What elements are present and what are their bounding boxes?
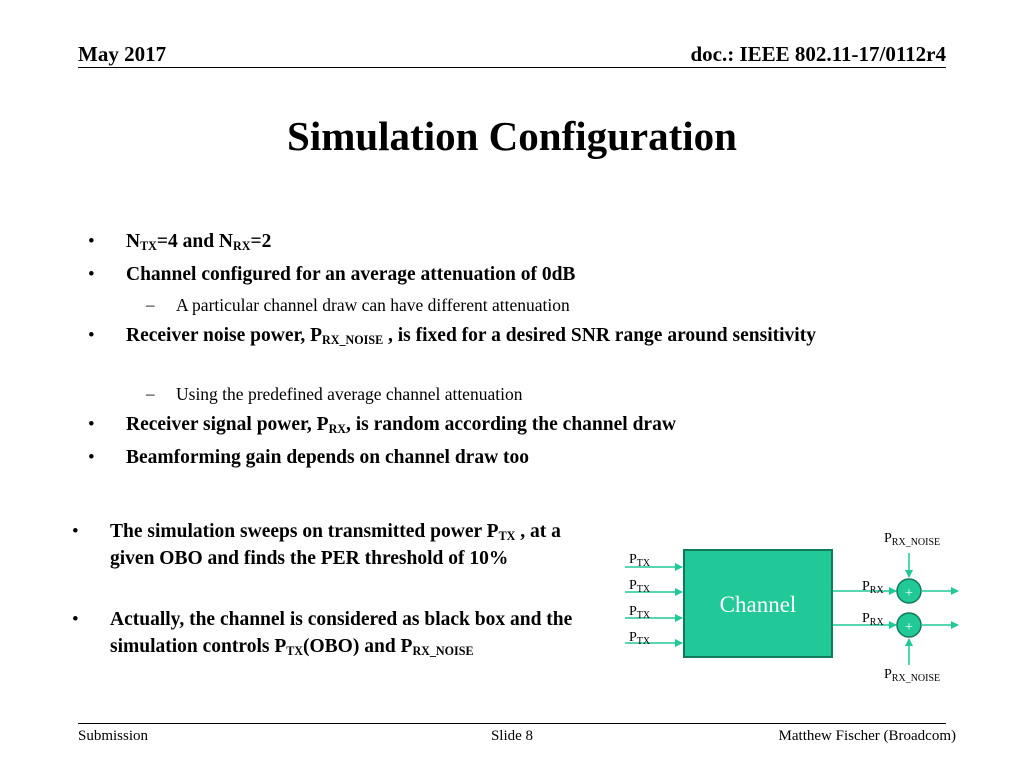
sub-bullet-predefined-attenuation: Using the predefined average channel attenuation xyxy=(176,384,523,404)
ptx-label-3: $P_{TX}$ xyxy=(629,604,651,621)
header-doc-id: doc.: IEEE 802.11-17/0112r4 xyxy=(690,42,946,66)
prx-noise-label-top: $P_{RX\_NOISE}$ xyxy=(884,531,941,548)
sub-bullet-channel-draw: A particular channel draw can have different attenuation xyxy=(176,295,570,315)
prx-label-2: $P_{RX}$ xyxy=(862,611,884,628)
adder-2-plus: + xyxy=(905,620,913,635)
bullet-channel-attenuation: Channel configured for an average attenuation of 0dB xyxy=(126,264,576,285)
ptx-label-4: $P_{TX}$ xyxy=(629,630,651,647)
bullet-marker: • xyxy=(88,264,95,285)
footer-author: Matthew Fischer (Broadcom) xyxy=(778,728,956,744)
ptx-label-1: $P_{TX}$ xyxy=(629,552,651,569)
bullet-marker: • xyxy=(72,609,79,630)
bullet-antennas: $N_{TX}=4$ and $N_{RX}=2$ xyxy=(126,231,272,254)
bullet-marker: • xyxy=(72,521,79,542)
bullet-black-box: Actually, the channel is considered as black box and the simulation controls $P_{TX}(OBO)$ and $P_{RX\_NOISE}$ xyxy=(110,609,573,659)
footer-rule xyxy=(78,723,946,724)
footer-submission: Submission xyxy=(78,728,149,744)
prx-noise-label-bottom: $P_{RX\_NOISE}$ xyxy=(884,667,941,684)
bullet-noise-power: Receiver noise power, $P_{RX\_NOISE}$ , is fixed for a desired SNR range around sensitivity xyxy=(126,325,816,348)
bullet-marker: • xyxy=(88,325,95,346)
bullet-marker: • xyxy=(88,231,95,252)
bullet-sweep: The simulation sweeps on transmitted power $P_{TX}$ , at a given OBO and finds the PER threshold of 10% xyxy=(110,521,561,569)
bullet-marker: • xyxy=(88,414,95,435)
prx-label-1: $P_{RX}$ xyxy=(862,579,884,596)
channel-label: Channel xyxy=(719,592,797,617)
bullet-signal-power: Receiver signal power, $P_{RX}$, is random according the channel draw xyxy=(126,414,676,437)
adder-1-plus: + xyxy=(905,586,913,601)
bullet-beamforming: Beamforming gain depends on channel draw too xyxy=(126,447,530,468)
header-date: May 2017 xyxy=(78,42,167,66)
slide-title: Simulation Configuration xyxy=(287,113,737,159)
ptx-label-2: $P_{TX}$ xyxy=(629,578,651,595)
sub-bullet-marker: – xyxy=(146,384,155,403)
footer-slide-number: Slide 8 xyxy=(490,728,534,744)
bullet-marker: • xyxy=(88,447,95,468)
sub-bullet-marker: – xyxy=(146,295,155,314)
